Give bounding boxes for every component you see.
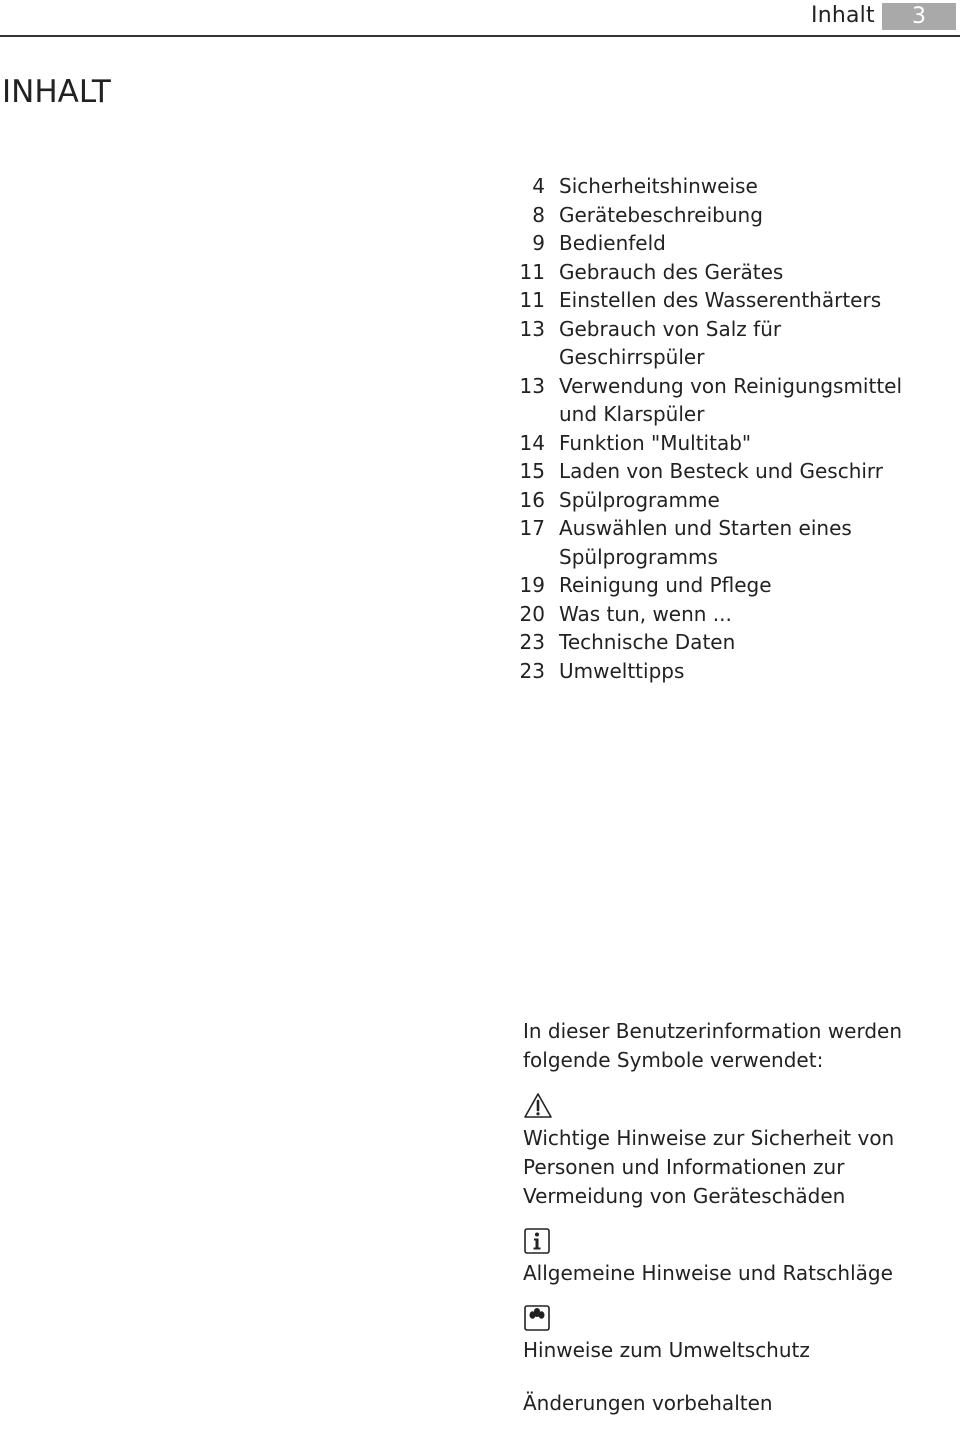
header-divider [0,35,960,37]
toc-page-number: 19 [519,573,545,597]
toc-page-number: 11 [519,288,545,312]
toc-entry[interactable] [500,201,920,230]
table-of-contents [500,172,920,685]
symbol-legend-intro: In dieser Benutzerinformation werden folgende Symbole verwendet: [523,1019,903,1072]
toc-entry-title: Umwelttipps [559,658,685,683]
toc-entry[interactable] [500,628,920,657]
symbol-legend [523,1017,943,1418]
toc-page-number: 13 [519,316,545,341]
toc-page-number: 8 [532,202,545,227]
toc-entry[interactable] [500,315,920,372]
toc-entry[interactable] [500,657,920,686]
changes-reserved-note: Änderungen vorbehalten [523,1391,773,1415]
toc-entry-title: Technische Daten [559,630,736,654]
toc-page-number: 15 [519,459,545,483]
toc-page-number: 13 [519,373,545,398]
toc-entry-title: Auswählen und Starten eines Spülprogramms [559,516,852,569]
toc-page-number: 23 [519,630,545,654]
toc-page-number: 16 [519,487,545,512]
toc-entry[interactable] [500,600,920,629]
toc-entry-title: Reinigung und Pflege [559,573,772,597]
toc-entry[interactable] [500,429,920,458]
symbol-warning-entry [523,1092,943,1211]
toc-entry-title: Laden von Besteck und Geschirr [559,459,884,483]
page-number-badge: 3 [882,3,956,30]
toc-entry[interactable] [500,486,920,515]
toc-page-number: 9 [532,231,545,255]
page-title: INHALT [2,74,111,110]
toc-entry-title: Spülprogramme [559,487,720,512]
toc-entry[interactable] [500,514,920,571]
warning-triangle-icon [523,1092,553,1120]
toc-page-number: 11 [519,259,545,284]
running-header-title: Inhalt [811,3,875,28]
toc-entry[interactable] [500,258,920,287]
toc-entry[interactable] [500,229,920,258]
toc-entry[interactable] [500,286,920,315]
toc-entry-title: Bedienfeld [559,231,666,255]
toc-page-number: 4 [532,174,545,198]
toc-page-number: 20 [519,601,545,626]
info-icon [523,1227,553,1255]
toc-entry[interactable] [500,457,920,486]
toc-entry-title: Einstellen des Wasserenthärters [559,288,882,312]
toc-entry-title: Verwendung von Reinigungsmittel und Klarspüler [559,373,903,426]
toc-entry-title: Sicherheitshinweise [559,174,758,198]
toc-entry-title: Was tun, wenn ... [559,601,732,626]
toc-entry[interactable] [500,571,920,600]
toc-page-number: 14 [519,430,545,455]
toc-entry[interactable] [500,372,920,429]
toc-page-number: 17 [519,516,545,540]
toc-entry-title: Gebrauch von Salz für Geschirrspüler [559,316,782,369]
toc-entry-title: Funktion "Multitab" [559,430,752,455]
environment-flower-icon [523,1304,553,1332]
symbol-environment-entry [523,1304,943,1365]
toc-page-number: 23 [519,658,545,683]
symbol-warning-text: Wichtige Hinweise zur Sicherheit von Personen und Informationen zur Vermeidung von Geräteschäden [523,1126,895,1208]
toc-entry[interactable] [500,172,920,201]
symbol-info-text: Allgemeine Hinweise und Ratschläge [523,1261,893,1285]
symbol-environment-text: Hinweise zum Umweltschutz [523,1338,810,1362]
toc-entry-title: Gebrauch des Gerätes [559,259,784,284]
toc-entry-title: Gerätebeschreibung [559,202,763,227]
symbol-info-entry [523,1227,943,1288]
